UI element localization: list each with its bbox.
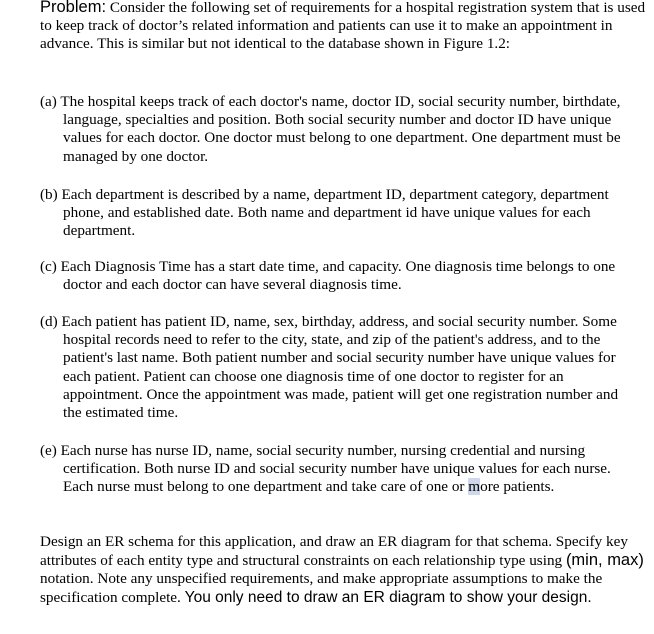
- item-text: Each Diagnosis Time has a start date time, and capacity. One diagnosis time belongs to one doctor and each doctor can have several diagnosis time.: [60, 258, 616, 294]
- problem-label: Problem:: [40, 0, 107, 16]
- problem-intro-text: Consider the following set of requirements for a hospital registration system that is used to keep track of doctor’s related information and patients can use it to make an appointment in advance. This is similar but not identical to the database shown in Figure 1.2:: [40, 0, 646, 53]
- requirement-item-b: [40, 186, 640, 241]
- item-text: Each nurse has nurse ID, name, social security number, nursing credential and nursing certification. Both nurse ID and social security number have unique values for each nurse. Each nurse must belong to one department and take care of one or: [60, 442, 611, 496]
- item-marker: (c): [40, 258, 57, 275]
- item-text-end: patients.: [499, 478, 555, 496]
- item-marker: (e): [40, 442, 57, 459]
- requirement-item-e: [40, 442, 640, 497]
- item-marker: (d): [40, 313, 58, 330]
- requirement-item-c: [40, 258, 640, 294]
- instructions-text: Design an ER schema for this application, and draw an ER diagram for that schema. Specify key attributes of each entity type and structural constraints on each relationship type using: [40, 533, 628, 570]
- min-max-notation: (min, max): [565, 551, 644, 570]
- item-text: The hospital keeps track of each doctor's name, doctor ID, social security number, birthdate, language, specialties and position. Both social security number and doctor ID have unique values for each doctor. One doctor must belong to one department. One department must be managed by one doctor.: [60, 93, 621, 165]
- requirement-item-a: [40, 93, 640, 166]
- item-text: Each department is described by a name, department ID, department category, department phone, and established date. Both name and department id have unique values for each department.: [61, 186, 609, 240]
- draw-er-diagram-emphasis: You only need to draw an ER diagram to show your design.: [184, 588, 592, 606]
- item-marker: (b): [40, 186, 58, 203]
- problem-intro: [40, 0, 650, 54]
- highlighted-text: m: [468, 478, 481, 496]
- item-text: Each patient has patient ID, name, sex, birthday, address, and social security number. Some hospital records need to refer to the city, state, and zip of the patient's address, and to the patient's last name. Both patient number and social security number have unique values for each patient. Patient can choose one diagnosis time of one doctor to register for an appointment. Once the appointment was made, patient will get one registration number and the estimated time.: [61, 313, 619, 422]
- requirement-item-d: [40, 313, 640, 422]
- instructions-text-2: notation. Note any unspecified requirements, and make appropriate assumptions to make the specification complete.: [40, 570, 603, 606]
- item-text-rest: ore: [480, 478, 500, 496]
- design-instructions: [40, 533, 646, 607]
- item-marker: (a): [40, 93, 57, 110]
